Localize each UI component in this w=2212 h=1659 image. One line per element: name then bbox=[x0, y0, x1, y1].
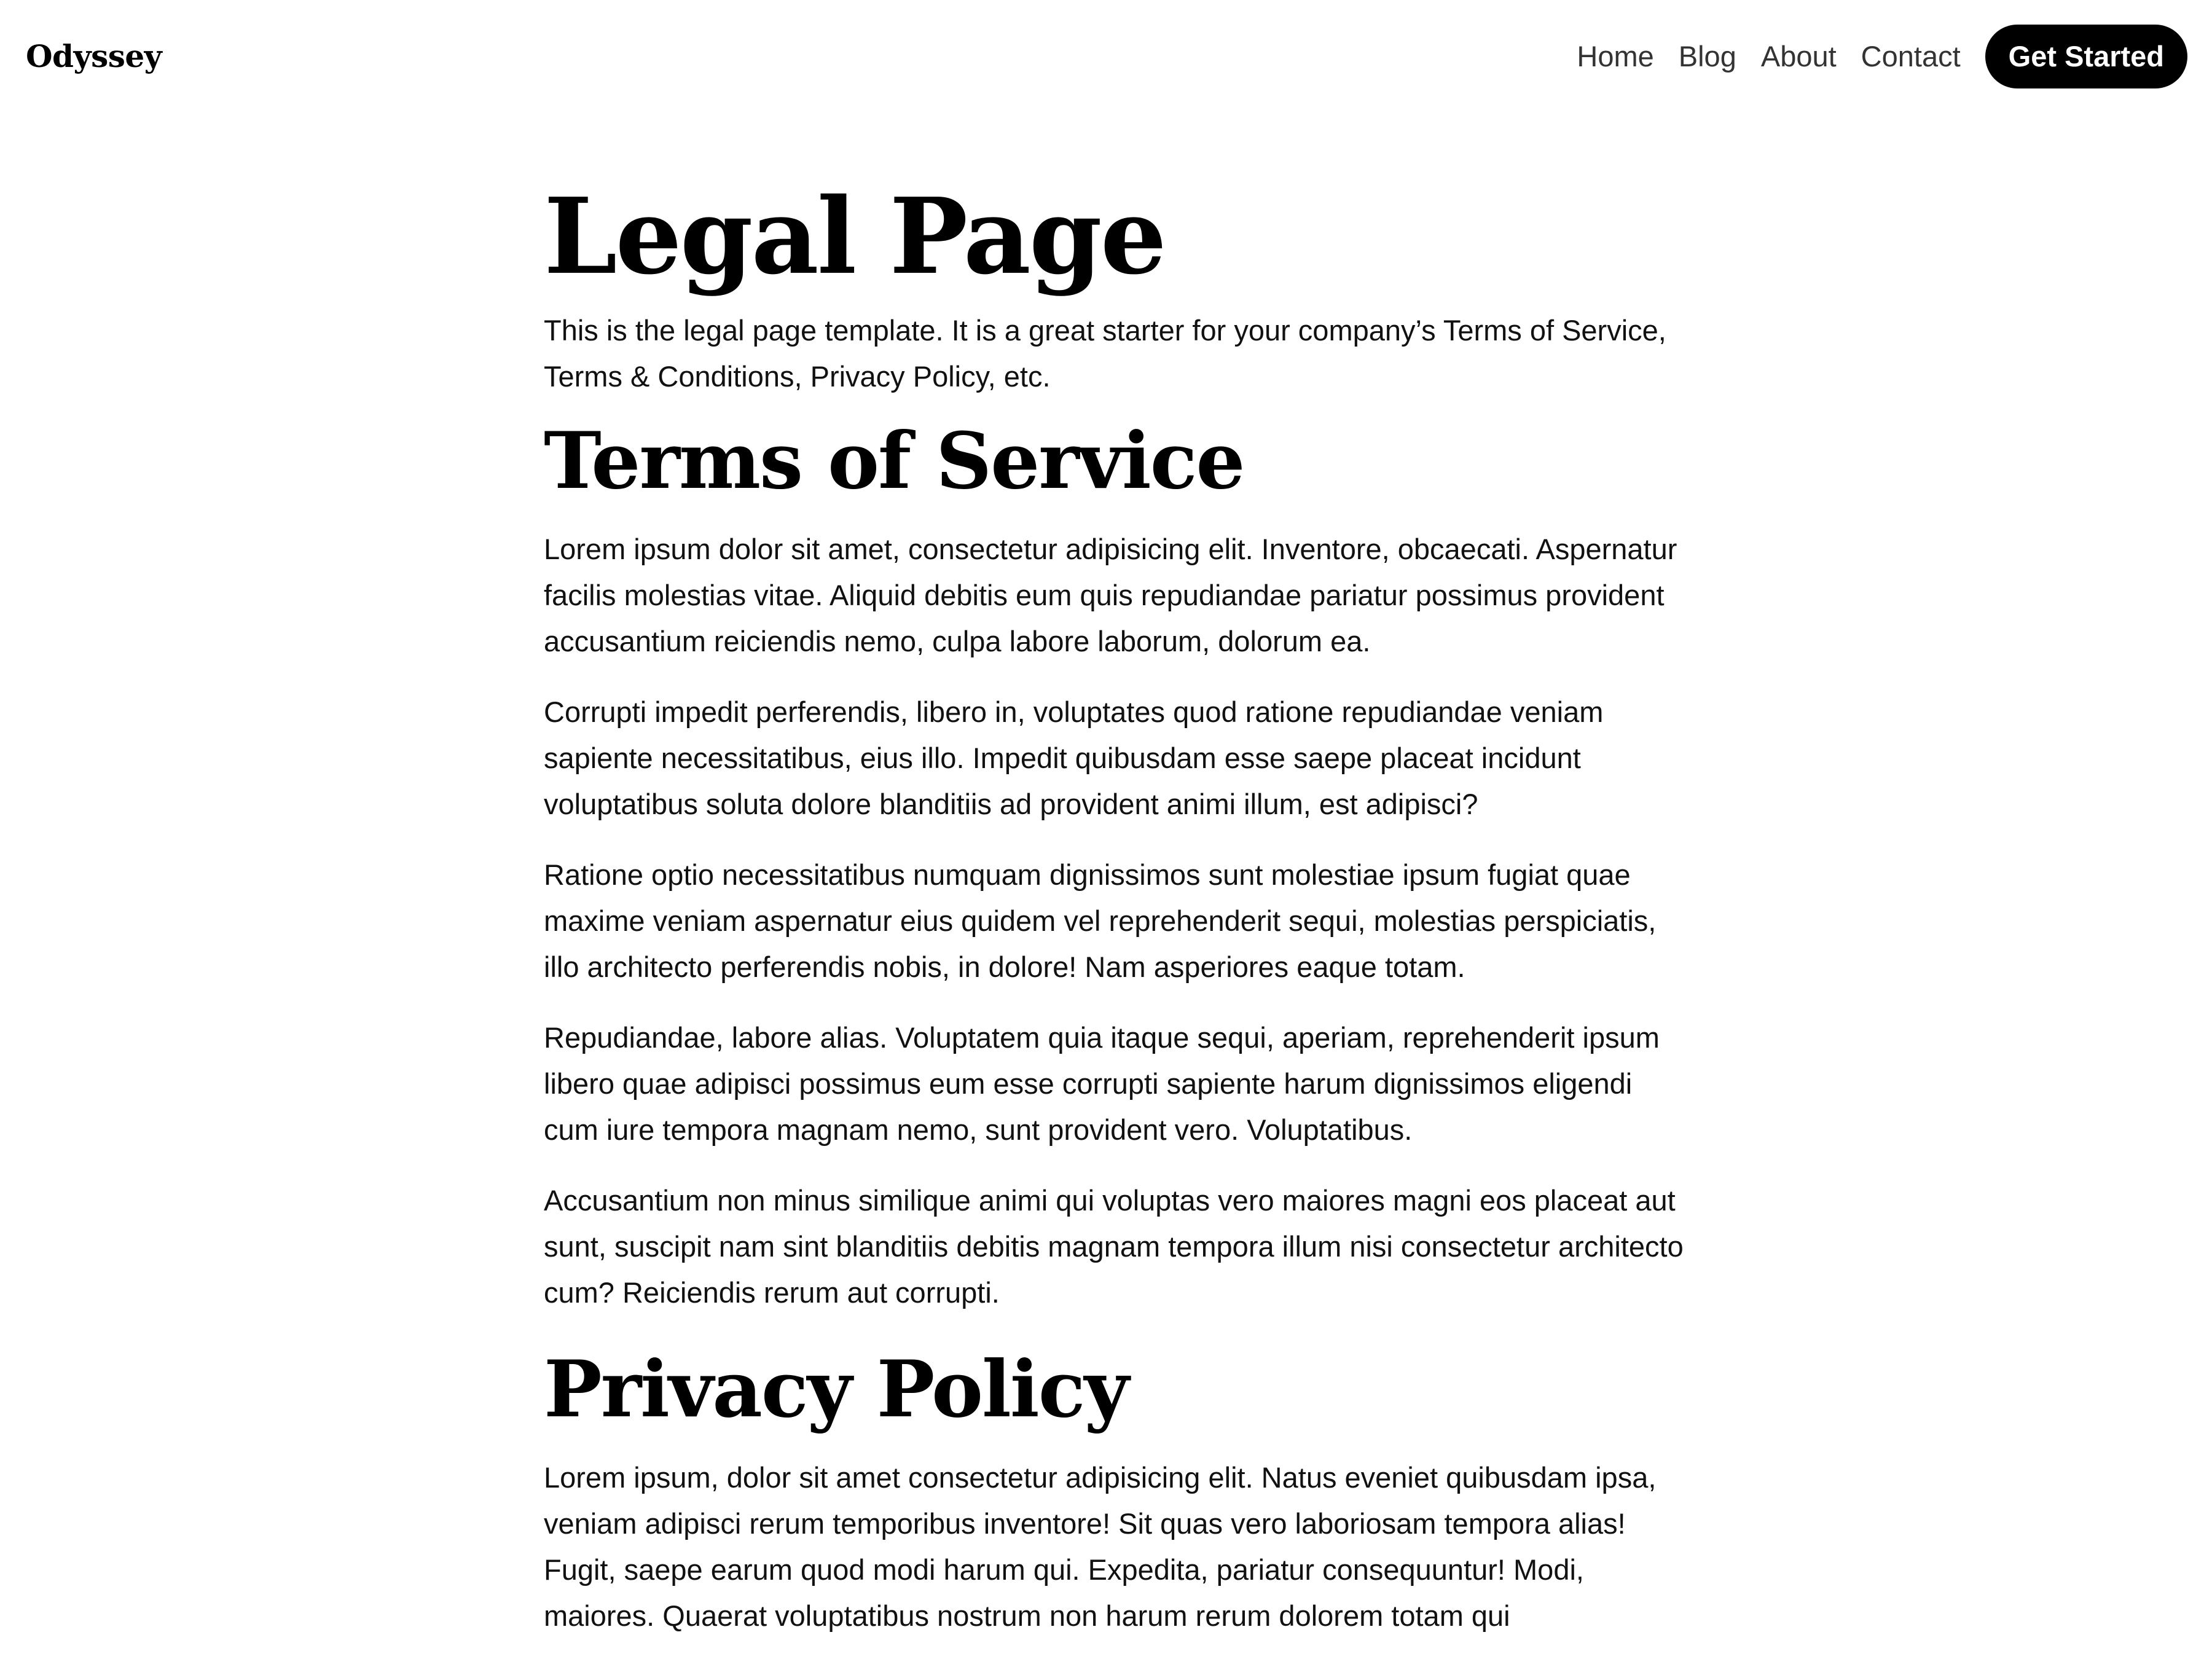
brand-logo[interactable]: Odyssey bbox=[26, 38, 162, 74]
terms-heading: Terms of Service bbox=[544, 415, 1244, 506]
privacy-heading: Privacy Policy bbox=[544, 1344, 1128, 1435]
page-title: Legal Page bbox=[544, 175, 1165, 298]
intro-text: This is the legal page template. It is a great starter for your company’s Terms of Service, Terms & Conditions, Privacy Policy, etc. bbox=[544, 314, 1666, 393]
main-nav bbox=[1577, 25, 2187, 88]
main-content bbox=[544, 172, 1687, 1659]
nav-about[interactable]: About bbox=[1760, 40, 1837, 73]
site-header bbox=[0, 0, 2212, 113]
nav-blog[interactable]: Blog bbox=[1678, 40, 1736, 73]
terms-paragraph: Corrupti impedit perferendis, libero in, voluptates quod ratione repudiandae veniam sapiente necessitatibus, eius illo. Impedit quibusdam esse saepe placeat incidunt voluptatibus soluta dolore blanditiis ad provident animi illum, est adipisci? bbox=[544, 696, 1604, 820]
get-started-button[interactable]: Get Started bbox=[1985, 25, 2187, 88]
nav-contact[interactable]: Contact bbox=[1861, 40, 1961, 73]
nav-home[interactable]: Home bbox=[1577, 40, 1654, 73]
terms-paragraph: Lorem ipsum dolor sit amet, consectetur adipisicing elit. Inventore, obcaecati. Aspernatur facilis molestias vitae. Aliquid debitis eum quis repudiandae pariatur possimus provident accusantium reiciendis nemo, culpa labore laborum, dolorum ea. bbox=[544, 533, 1677, 657]
privacy-paragraph: Lorem ipsum, dolor sit amet consectetur adipisicing elit. Natus eveniet quibusdam ipsa, veniam adipisci rerum temporibus inventore! Sit quas vero laboriosam tempora alias! Fugit, saepe earum quod modi harum qui. Expedita, pariatur consequuntur! Modi, maiores. Quaerat voluptatibus nostrum non harum rerum dolorem totam qui bbox=[544, 1461, 1657, 1632]
terms-paragraph: Ratione optio necessitatibus numquam dignissimos sunt molestiae ipsum fugiat quae maxime veniam aspernatur eius quidem vel reprehenderit sequi, molestias perspiciatis, illo architecto perferendis nobis, in dolore! Nam asperiores eaque totam. bbox=[544, 858, 1657, 983]
terms-paragraph: Accusantium non minus similique animi qui voluptas vero maiores magni eos placeat aut sunt, suscipit nam sint blanditiis debitis magnam tempora illum nisi consectetur architecto cum? Reiciendis rerum aut corrupti. bbox=[544, 1184, 1684, 1309]
terms-paragraph: Repudiandae, labore alias. Voluptatem quia itaque sequi, aperiam, reprehenderit ipsum libero quae adipisci possimus eum esse corrupti sapiente harum dignissimos eligendi cum iure tempora magnam nemo, sunt provident vero. Voluptatibus. bbox=[544, 1021, 1660, 1146]
